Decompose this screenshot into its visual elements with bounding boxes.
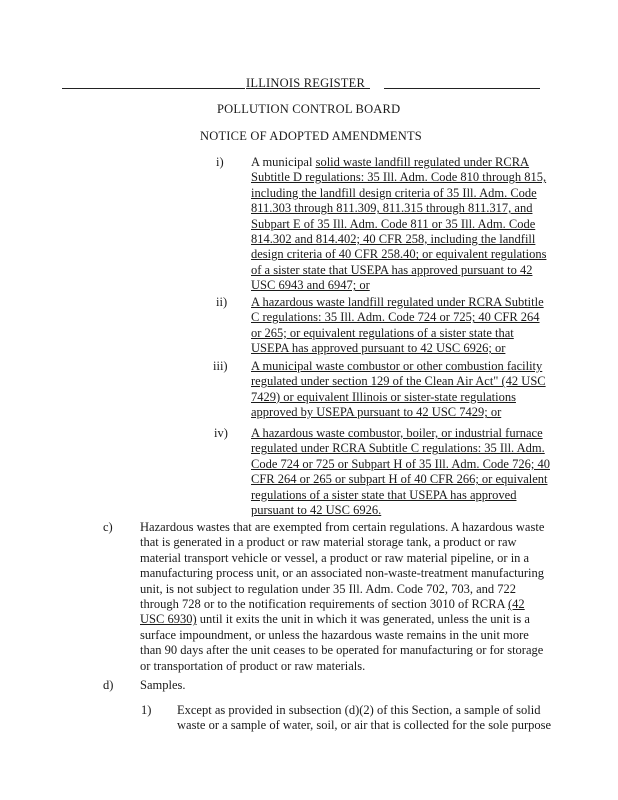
item-label: i) [216,155,224,169]
item-line: CFR 264 or 265 or subpart H of 40 CFR 266; or equivalent [251,472,548,487]
item-line: 7429) or equivalent Illinois or sister-state regulations [251,389,516,404]
paragraph-line: material transport vehicle or vessel, a product or raw material pipeline, or in a [140,550,530,565]
paragraph-line: Hazardous wastes that are exempted from certain regulations. A hazardous waste [140,520,545,534]
item-text [251,295,544,357]
item-line: USC 6943 and 6947; or [251,278,370,293]
item-line: including the landfill design criteria of 35 Ill. Adm. Code [251,185,537,200]
item-line: design criteria of 40 CFR 258.40; or equivalent regulations [251,247,547,262]
item-label: iv) [214,426,228,440]
register-title-underline [246,88,370,89]
paragraph-line: than 90 days after the unit ceases to be operated for manufacturing or for storage [140,643,544,658]
item-line: USEPA has approved pursuant to 42 USC 6926; or [251,341,506,356]
item-line: A hazardous waste combustor, boiler, or industrial furnace [251,426,543,440]
item-label: ii) [216,295,228,309]
item-line: A hazardous waste landfill regulated under RCRA Subtitle [251,295,544,309]
board-title: POLLUTION CONTROL BOARD [217,102,401,116]
item-line: 814.302 and 814.402; 40 CFR 258, including the landfill [251,232,536,247]
item-text [251,155,546,294]
paragraph-line: that is generated in a product or raw material storage tank, a product or raw [140,535,517,550]
paragraph-line: manufacturing process unit, or an associated non-waste-treatment manufacturing [140,566,545,581]
paragraph-heading: Samples. [140,678,186,692]
subparagraph-line: waste or a sample of water, soil, or air that is collected for the sole purpose [177,718,552,733]
item-text [251,426,550,518]
subparagraph-line: Except as provided in subsection (d)(2) of this Section, a sample of solid [177,703,541,717]
item-line: pursuant to 42 USC 6926. [251,503,382,518]
item-line: C regulations: 35 Ill. Adm. Code 724 or 725; 40 CFR 264 [251,310,540,325]
item-line: regulations of a sister state that USEPA has approved [251,487,517,502]
item-line: Subtitle D regulations: 35 Ill. Adm. Code 810 through 815, [251,170,547,185]
item-line: Subpart E of 35 Ill. Adm. Code 811 or 35 Ill. Adm. Code [251,216,536,231]
paragraph-line: USC 6930) until it exits the unit in which it was generated, unless the unit is a [140,612,530,627]
item-text [251,359,546,421]
item-line: Code 724 or 725 or Subpart H of 35 Ill. Adm. Code 726; 40 [251,456,550,471]
paragraph-line: unit, is not subject to regulation under 35 Ill. Adm. Code 702, 703, and 722 [140,581,517,596]
header-rule-left [62,88,245,89]
paragraph-label: d) [103,678,114,692]
item-line: regulated under RCRA Subtitle C regulations: 35 Ill. Adm. [251,441,545,456]
item-line: or 265; or equivalent regulations of a sister state that [251,325,514,340]
notice-title: NOTICE OF ADOPTED AMENDMENTS [200,129,422,143]
paragraph-label: c) [103,520,113,534]
subparagraph-text [177,703,551,734]
item-line: A municipal solid waste landfill regulated under RCRA [251,155,530,169]
item-line: of a sister state that USEPA has approved pursuant to 42 [251,262,533,277]
paragraph-text [140,520,544,674]
subparagraph-label: 1) [141,703,152,717]
paragraph-line: surface impoundment, or unless the hazardous waste remains in the unit more [140,627,529,642]
item-label: iii) [213,359,228,373]
item-line: regulated under section 129 of the Clean Air Act" (42 USC [251,374,546,389]
item-line: approved by USEPA pursuant to 42 USC 7429; or [251,405,502,420]
item-line: 811.303 through 811.309, 811.315 through 811.317, and [251,201,533,216]
paragraph-line: through 728 or to the notification requirements of section 3010 of RCRA (42 [140,597,525,612]
item-line: A municipal waste combustor or other combustion facility [251,359,543,373]
header-rule-right [384,88,540,89]
paragraph-line: or transportation of product or raw materials. [140,658,366,673]
register-title: ILLINOIS REGISTER [246,76,366,90]
